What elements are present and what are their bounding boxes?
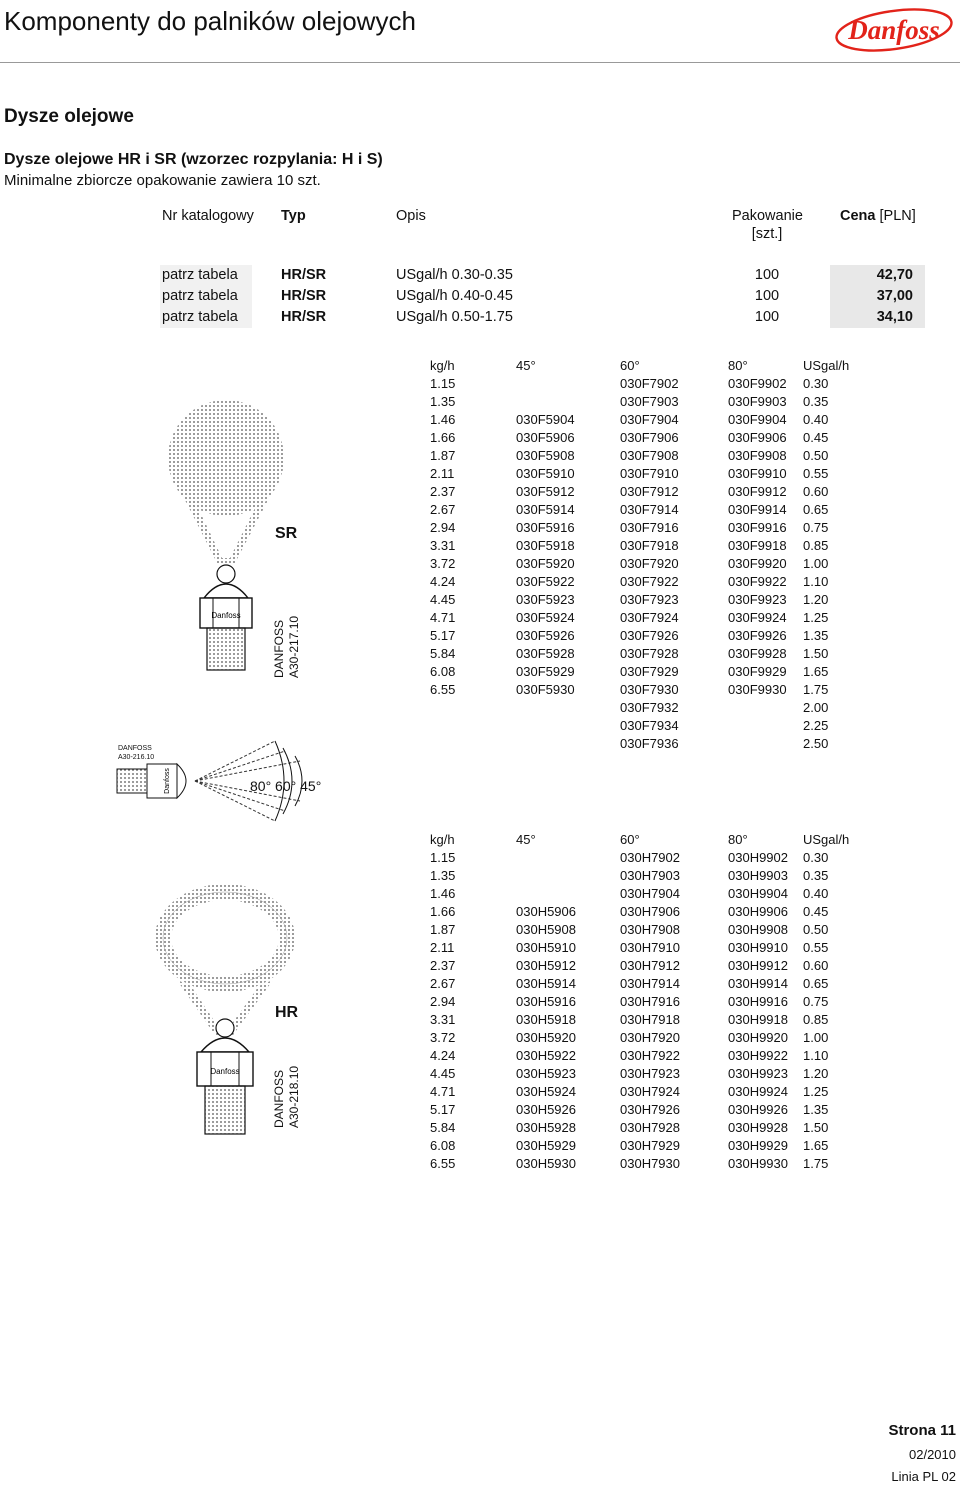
table-cell: 0.85 xyxy=(803,1012,829,1027)
price-row xyxy=(160,265,925,286)
table-cell: 5.84 xyxy=(430,646,456,661)
table-cell: 030H5918 xyxy=(516,1012,576,1027)
table-cell: 6.55 xyxy=(430,1156,456,1171)
table-cell: 030H7916 xyxy=(620,994,680,1009)
table-cell: 030F7929 xyxy=(620,664,679,679)
table-cell: 030F9906 xyxy=(728,430,787,445)
table-cell: 1.25 xyxy=(803,610,829,625)
spray-ring xyxy=(163,892,287,984)
table-header-cell: kg/h xyxy=(430,832,455,847)
table-cell: 0.50 xyxy=(803,448,829,463)
hr-type-label: HR xyxy=(275,1004,299,1021)
table-cell: 0.55 xyxy=(803,466,829,481)
sr-drawing-code xyxy=(272,616,302,678)
table-cell: 030H7906 xyxy=(620,904,680,919)
table-cell: 030F5928 xyxy=(516,646,575,661)
table-cell: 030H7904 xyxy=(620,886,680,901)
table-cell: 030F5920 xyxy=(516,556,575,571)
table-cell: 030F5923 xyxy=(516,592,575,607)
table-cell: 030F9914 xyxy=(728,502,787,517)
table-cell: 030H5908 xyxy=(516,922,576,937)
table-cell: 030F9902 xyxy=(728,376,787,391)
table-cell: 5.17 xyxy=(430,628,456,643)
table-cell: 030H9912 xyxy=(728,958,788,973)
header-pack xyxy=(732,208,802,250)
table-cell: 030H7910 xyxy=(620,940,680,955)
table-cell: 0.45 xyxy=(803,904,829,919)
table-header-cell: 80° xyxy=(728,832,748,847)
table-cell: 030F7932 xyxy=(620,700,679,715)
row-price: 34,10 xyxy=(830,307,925,328)
table-cell: 1.46 xyxy=(430,412,456,427)
table-cell: 1.25 xyxy=(803,1084,829,1099)
table-cell: 1.46 xyxy=(430,886,456,901)
table-cell: 030F7920 xyxy=(620,556,679,571)
table-cell: 030F7903 xyxy=(620,394,679,409)
angle-code-line2: A30-216.10 xyxy=(118,754,155,761)
table-cell: 030F5916 xyxy=(516,520,575,535)
danfoss-logo xyxy=(832,2,956,54)
table-cell: 030F7912 xyxy=(620,484,679,499)
table-cell: 1.35 xyxy=(430,868,456,883)
nozzle-tip xyxy=(216,1019,234,1037)
nozzle-thread xyxy=(205,1086,245,1134)
table-cell: 030F7923 xyxy=(620,592,679,607)
section-subtitle: Dysze olejowe HR i SR (wzorzec rozpylania: H i S) xyxy=(4,151,383,168)
table-cell: 0.75 xyxy=(803,520,829,535)
table-cell: 030H5928 xyxy=(516,1120,576,1135)
row-desc: USgal/h 0.50-1.75 xyxy=(396,309,513,325)
table-cell: 030F9924 xyxy=(728,610,787,625)
table-cell: 0.50 xyxy=(803,922,829,937)
table-cell: 030H5929 xyxy=(516,1138,576,1153)
table-cell: 2.00 xyxy=(803,700,829,715)
table-cell: 1.65 xyxy=(803,1138,829,1153)
table-cell: 030H7924 xyxy=(620,1084,680,1099)
table-cell: 030F5924 xyxy=(516,610,575,625)
table-cell: 030F9926 xyxy=(728,628,787,643)
table-cell: 3.31 xyxy=(430,1012,456,1027)
table-cell: 030F9910 xyxy=(728,466,787,481)
table-header-cell: 80° xyxy=(728,358,748,373)
table-cell: 1.00 xyxy=(803,1030,829,1045)
table-cell: 030H9902 xyxy=(728,850,788,865)
row-price: 42,70 xyxy=(830,265,925,286)
table-cell: 030F5908 xyxy=(516,448,575,463)
table-cell: 030F9928 xyxy=(728,646,787,661)
table-cell: 030F9918 xyxy=(728,538,787,553)
angles-label: 80° 60° 45° xyxy=(250,778,322,794)
table-cell: 030H9916 xyxy=(728,994,788,1009)
nozzle-tip xyxy=(217,565,235,583)
nozzle-brand: Danfoss xyxy=(210,1067,240,1076)
table-cell: 6.08 xyxy=(430,1138,456,1153)
row-catalog: patrz tabela xyxy=(160,265,252,286)
table-cell: 030H7923 xyxy=(620,1066,680,1081)
table-cell: 030F5929 xyxy=(516,664,575,679)
table-cell: 030F7916 xyxy=(620,520,679,535)
row-pack: 100 xyxy=(754,267,780,283)
page-number: Strona 11 xyxy=(888,1422,956,1439)
row-pack: 100 xyxy=(754,309,780,325)
table-cell: 0.40 xyxy=(803,886,829,901)
table-cell: 030H7918 xyxy=(620,1012,680,1027)
footer-date: 02/2010 xyxy=(909,1447,956,1462)
row-type: HR/SR xyxy=(281,288,327,304)
nozzle-brand: Danfoss xyxy=(211,611,241,620)
table-cell: 2.11 xyxy=(430,940,455,955)
table-cell: 1.00 xyxy=(803,556,829,571)
header-rule xyxy=(0,62,960,63)
hr-drawing-code-line1: DANFOSS xyxy=(272,1069,286,1128)
table-cell: 030H9924 xyxy=(728,1084,788,1099)
table-cell: 4.71 xyxy=(430,610,456,625)
row-desc: USgal/h 0.30-0.35 xyxy=(396,267,513,283)
table-cell: 1.65 xyxy=(803,664,829,679)
table-cell: 2.94 xyxy=(430,994,456,1009)
table-cell: 030H5922 xyxy=(516,1048,576,1063)
table-cell: 1.10 xyxy=(803,574,829,589)
header-desc: Opis xyxy=(396,208,426,224)
table-cell: 030F5906 xyxy=(516,430,575,445)
table-cell: 1.20 xyxy=(803,592,829,607)
price-row xyxy=(160,307,925,328)
table-cell: 030H5914 xyxy=(516,976,576,991)
table-cell: 030H5924 xyxy=(516,1084,576,1099)
table-cell: 030F7928 xyxy=(620,646,679,661)
table-cell: 4.45 xyxy=(430,592,456,607)
row-catalog: patrz tabela xyxy=(160,307,252,328)
table-cell: 030F9920 xyxy=(728,556,787,571)
table-cell: 030H5906 xyxy=(516,904,576,919)
table-cell: 030F9904 xyxy=(728,412,787,427)
table-cell: 1.15 xyxy=(430,376,456,391)
table-cell: 030H9923 xyxy=(728,1066,788,1081)
table-cell: 030H5916 xyxy=(516,994,576,1009)
table-cell: 030F5912 xyxy=(516,484,575,499)
table-cell: 1.66 xyxy=(430,904,456,919)
table-cell: 030H9926 xyxy=(728,1102,788,1117)
angle-code-line1: DANFOSS xyxy=(118,745,152,752)
table-cell: 030F5904 xyxy=(516,412,575,427)
table-cell: 3.72 xyxy=(430,556,456,571)
table-cell: 1.35 xyxy=(803,628,829,643)
table-cell: 030H7914 xyxy=(620,976,680,991)
sr-nozzle-table xyxy=(430,356,860,756)
table-cell: 1.50 xyxy=(803,1120,829,1135)
table-cell: 2.67 xyxy=(430,976,456,991)
header-type: Typ xyxy=(281,208,306,224)
hr-drawing-code xyxy=(272,1066,302,1128)
logo-text: Danfoss xyxy=(848,15,940,45)
table-header-cell: USgal/h xyxy=(803,832,850,847)
table-cell: 0.45 xyxy=(803,430,829,445)
table-cell: 030H9903 xyxy=(728,868,788,883)
table-cell: 030H9929 xyxy=(728,1138,788,1153)
table-cell: 030H5926 xyxy=(516,1102,576,1117)
table-cell: 0.40 xyxy=(803,412,829,427)
table-cell: 4.24 xyxy=(430,1048,456,1063)
nozzle-thread xyxy=(207,628,245,670)
table-cell: 030F7904 xyxy=(620,412,679,427)
table-cell: 0.35 xyxy=(803,394,829,409)
hr-nozzle-table xyxy=(430,830,860,1175)
table-cell: 030F7934 xyxy=(620,718,679,733)
table-cell: 030F5930 xyxy=(516,682,575,697)
table-header-cell: 45° xyxy=(516,358,536,373)
table-cell: 6.08 xyxy=(430,664,456,679)
table-cell: 030F9912 xyxy=(728,484,787,499)
table-cell: 0.55 xyxy=(803,940,829,955)
table-cell: 030F9930 xyxy=(728,682,787,697)
table-cell: 0.60 xyxy=(803,484,829,499)
table-cell: 4.45 xyxy=(430,1066,456,1081)
table-cell: 030H7912 xyxy=(620,958,680,973)
row-type: HR/SR xyxy=(281,309,327,325)
table-cell: 030H7928 xyxy=(620,1120,680,1135)
table-cell: 030F9903 xyxy=(728,394,787,409)
table-cell: 030H5910 xyxy=(516,940,576,955)
table-cell: 030F5926 xyxy=(516,628,575,643)
table-cell: 030F7922 xyxy=(620,574,679,589)
row-pack: 100 xyxy=(754,288,780,304)
table-cell: 0.30 xyxy=(803,850,829,865)
table-cell: 030F9908 xyxy=(728,448,787,463)
table-cell: 030H9918 xyxy=(728,1012,788,1027)
table-cell: 030F9916 xyxy=(728,520,787,535)
table-cell: 1.35 xyxy=(430,394,456,409)
table-cell: 030F5922 xyxy=(516,574,575,589)
table-cell: 030H7922 xyxy=(620,1048,680,1063)
table-cell: 1.87 xyxy=(430,448,456,463)
table-cell: 030H9922 xyxy=(728,1048,788,1063)
table-cell: 030F9922 xyxy=(728,574,787,589)
table-cell: 030H9928 xyxy=(728,1120,788,1135)
sr-type-label: SR xyxy=(275,525,298,542)
table-cell: 5.84 xyxy=(430,1120,456,1135)
table-cell: 030H7902 xyxy=(620,850,680,865)
row-type: HR/SR xyxy=(281,267,327,283)
table-cell: 0.65 xyxy=(803,976,829,991)
row-catalog: patrz tabela xyxy=(160,286,252,307)
table-cell: 3.72 xyxy=(430,1030,456,1045)
table-cell: 2.94 xyxy=(430,520,456,535)
header-pack-line2: [szt.] xyxy=(751,226,783,242)
table-cell: 1.75 xyxy=(803,682,829,697)
header-price-label: Cena xyxy=(840,208,876,224)
table-cell: 030F7910 xyxy=(620,466,679,481)
table-cell: 030H5923 xyxy=(516,1066,576,1081)
page-title: Komponenty do palników olejowych xyxy=(4,6,416,36)
table-cell: 030H9904 xyxy=(728,886,788,901)
table-cell: 030F7902 xyxy=(620,376,679,391)
table-cell: 030H7926 xyxy=(620,1102,680,1117)
table-cell: 030H5930 xyxy=(516,1156,576,1171)
table-cell: 0.75 xyxy=(803,994,829,1009)
table-cell: 030H9920 xyxy=(728,1030,788,1045)
table-cell: 030H9930 xyxy=(728,1156,788,1171)
table-cell: 030H7903 xyxy=(620,868,680,883)
table-cell: 0.35 xyxy=(803,868,829,883)
table-cell: 5.17 xyxy=(430,1102,456,1117)
table-cell: 4.71 xyxy=(430,1084,456,1099)
table-cell: 4.24 xyxy=(430,574,456,589)
table-header-cell: USgal/h xyxy=(803,358,850,373)
row-desc: USgal/h 0.40-0.45 xyxy=(396,288,513,304)
table-cell: 1.66 xyxy=(430,430,456,445)
table-cell: 2.25 xyxy=(803,718,829,733)
table-cell: 2.50 xyxy=(803,736,829,751)
table-cell: 030F5918 xyxy=(516,538,575,553)
table-cell: 030H7908 xyxy=(620,922,680,937)
table-cell: 030H5920 xyxy=(516,1030,576,1045)
table-cell: 030F7906 xyxy=(620,430,679,445)
table-header-cell: 45° xyxy=(516,832,536,847)
table-cell: 030H9910 xyxy=(728,940,788,955)
hr-drawing-code-line2: A30-218.10 xyxy=(287,1065,301,1128)
table-cell: 030F7908 xyxy=(620,448,679,463)
sr-drawing-code-line2: A30-217.10 xyxy=(287,615,301,678)
table-cell: 2.37 xyxy=(430,484,456,499)
table-cell: 0.65 xyxy=(803,502,829,517)
table-header-cell: 60° xyxy=(620,358,640,373)
table-header-cell: kg/h xyxy=(430,358,455,373)
header-pack-line1: Pakowanie xyxy=(732,208,803,224)
table-cell: 2.67 xyxy=(430,502,456,517)
table-cell: 1.15 xyxy=(430,850,456,865)
table-header-cell: 60° xyxy=(620,832,640,847)
table-cell: 030H9908 xyxy=(728,922,788,937)
table-cell: 030F7924 xyxy=(620,610,679,625)
table-cell: 030H9906 xyxy=(728,904,788,919)
table-cell: 6.55 xyxy=(430,682,456,697)
sr-drawing-code-line1: DANFOSS xyxy=(272,619,286,678)
price-row xyxy=(160,286,925,307)
spray-cloud xyxy=(168,400,284,516)
table-cell: 1.35 xyxy=(803,1102,829,1117)
table-cell: 030F7936 xyxy=(620,736,679,751)
table-cell: 030F7930 xyxy=(620,682,679,697)
table-cell: 1.50 xyxy=(803,646,829,661)
table-cell: 030H7920 xyxy=(620,1030,680,1045)
table-cell: 030H7930 xyxy=(620,1156,680,1171)
table-cell: 030F7914 xyxy=(620,502,679,517)
table-cell: 030F7918 xyxy=(620,538,679,553)
packaging-note: Minimalne zbiorcze opakowanie zawiera 10 szt. xyxy=(4,172,321,189)
table-cell: 030F9923 xyxy=(728,592,787,607)
row-price: 37,00 xyxy=(830,286,925,307)
header-catalog: Nr katalogowy xyxy=(162,208,254,224)
table-cell: 1.20 xyxy=(803,1066,829,1081)
header-price xyxy=(840,208,916,250)
footer-line: Linia PL 02 xyxy=(891,1469,956,1484)
table-cell: 030F5914 xyxy=(516,502,575,517)
table-cell: 030H9914 xyxy=(728,976,788,991)
table-cell: 030F5910 xyxy=(516,466,575,481)
table-cell: 0.85 xyxy=(803,538,829,553)
angle-nozzle-brand: Danfoss xyxy=(164,768,171,794)
table-cell: 1.75 xyxy=(803,1156,829,1171)
table-cell: 2.11 xyxy=(430,466,455,481)
table-cell: 030H5912 xyxy=(516,958,576,973)
table-cell: 0.30 xyxy=(803,376,829,391)
table-cell: 3.31 xyxy=(430,538,456,553)
table-cell: 2.37 xyxy=(430,958,456,973)
table-cell: 030F9929 xyxy=(728,664,787,679)
table-cell: 1.87 xyxy=(430,922,456,937)
section-title: Dysze olejowe xyxy=(4,106,134,127)
table-cell: 030H7929 xyxy=(620,1138,680,1153)
table-cell: 030F7926 xyxy=(620,628,679,643)
table-cell: 1.10 xyxy=(803,1048,829,1063)
header-price-unit: [PLN] xyxy=(879,208,916,224)
table-cell: 0.60 xyxy=(803,958,829,973)
